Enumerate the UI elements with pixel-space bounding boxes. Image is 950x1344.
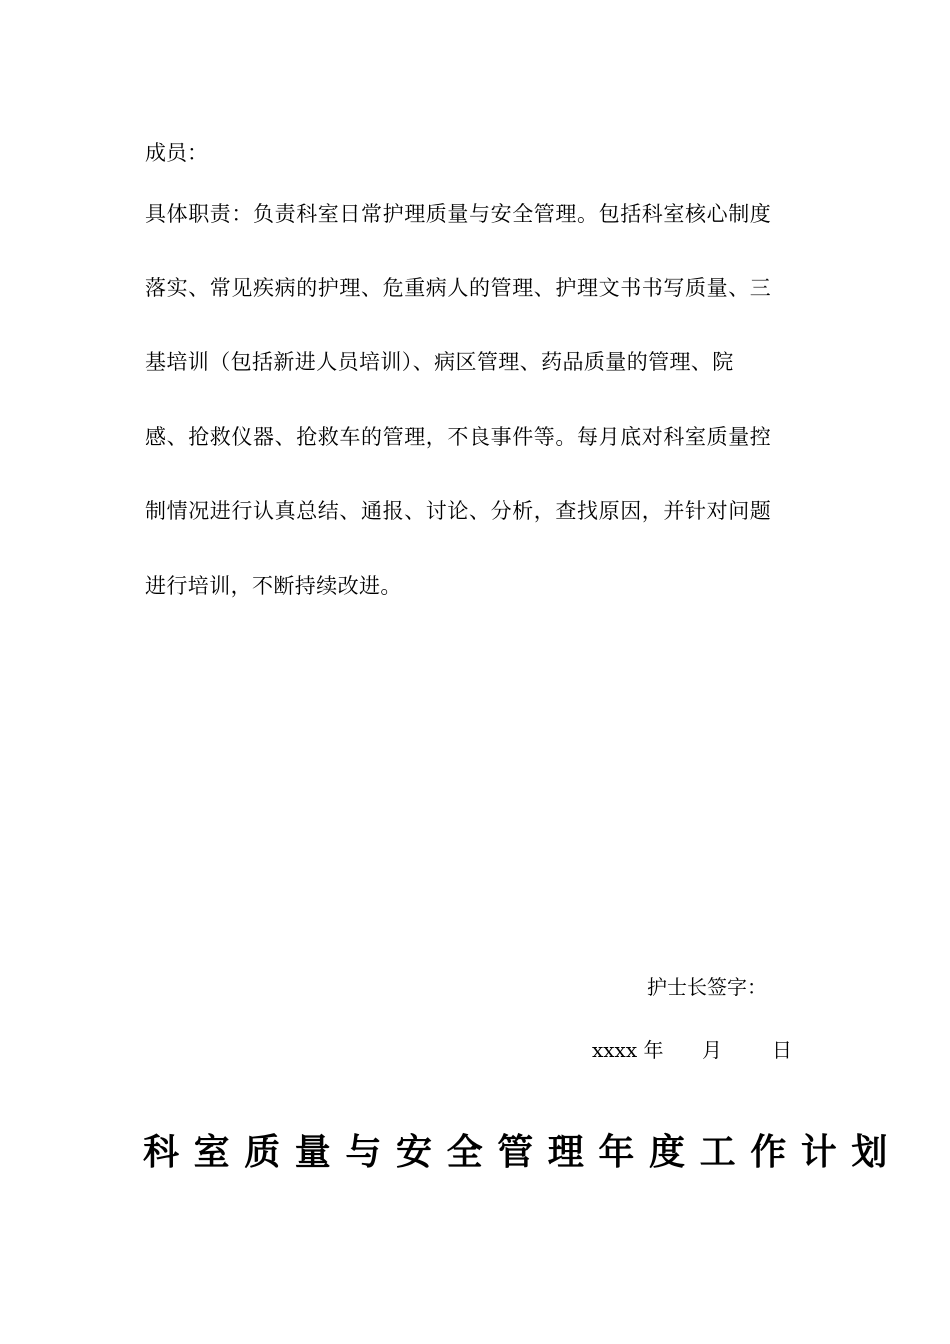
date-month: 月: [702, 1038, 722, 1062]
document-title: 科室质量与安全管理年度工作计划: [143, 1131, 903, 1173]
duties-line: 具体职责：负责科室日常护理质量与安全管理。包括科室核心制度: [145, 202, 772, 226]
duties-line: 制情况进行认真总结、通报、讨论、分析，查找原因，并针对问题: [145, 499, 772, 523]
date-year: xxxx 年: [592, 1038, 664, 1062]
date-line: [592, 1036, 792, 1064]
duties-line: 感、抢救仪器、抢救车的管理，不良事件等。每月底对科室质量控: [145, 425, 772, 449]
head-nurse-signature-label: 护士长签字：: [647, 975, 767, 999]
date-day: 日: [772, 1038, 792, 1062]
members-label: 成员：: [145, 141, 208, 165]
duties-line: 落实、常见疾病的护理、危重病人的管理、护理文书书写质量、三: [145, 276, 772, 300]
duties-line: 进行培训，不断持续改进。: [145, 574, 402, 598]
duties-line: 基培训（包括新进人员培训）、病区管理、药品质量的管理、院: [145, 350, 734, 374]
